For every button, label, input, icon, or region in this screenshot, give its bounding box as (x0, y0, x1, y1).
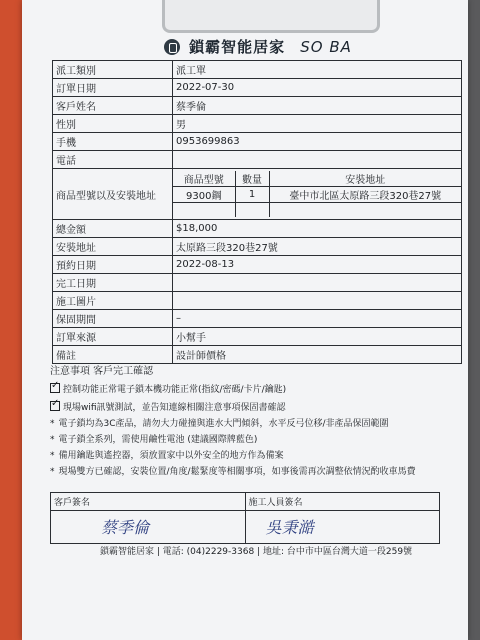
complete-date-value (173, 274, 462, 292)
table-row (53, 310, 462, 328)
field-label: 商品型號以及安裝地址 (53, 169, 173, 220)
mobile-value: 0953699863 (173, 133, 462, 151)
field-label: 訂單來源 (53, 328, 173, 346)
note-item: ✓控制功能正常電子鎖本機功能正常(指紋/密碼/卡片/鑰匙) (50, 383, 462, 396)
table-row (53, 97, 462, 115)
field-label: 總金額 (53, 220, 173, 238)
field-value: 派工單 (173, 61, 462, 79)
product-address-header: 安裝地址 (269, 171, 461, 187)
installer-signature-box (245, 511, 440, 544)
bullet-icon: * (50, 467, 55, 477)
field-label: 派工類別 (53, 61, 173, 79)
field-label: 預約日期 (53, 256, 173, 274)
appointment-date-value: 2022-08-13 (173, 256, 462, 274)
note-item: * 電子鎖全系列，需使用鹼性電池 (建議國際牌藍色) (50, 435, 258, 445)
table-row (53, 115, 462, 133)
table-row (53, 256, 462, 274)
product-address-value: 臺中市北區太原路三段320巷27號 (269, 187, 461, 203)
customer-signature-label: 客戶簽名 (51, 493, 246, 511)
field-label: 性別 (53, 115, 173, 133)
table-row (53, 328, 462, 346)
warranty-value: – (173, 310, 462, 328)
footer: 鎖霸智能居家 | 電話: (04)2229-3368 | 地址: 台中市中區台灣大道一段259號 (99, 547, 413, 557)
table-row (53, 169, 462, 220)
table-row (53, 274, 462, 292)
lock-logo-icon (164, 39, 180, 55)
table-row (53, 61, 462, 79)
installer-signature: 吳秉澔 (265, 518, 314, 537)
footer-address: 地址: 台中市中區台灣大道一段259號 (262, 547, 413, 557)
table-row (53, 292, 462, 310)
signature-table (50, 492, 440, 544)
table-row (53, 346, 462, 364)
gender-value: 男 (173, 115, 462, 133)
field-label: 完工日期 (53, 274, 173, 292)
product-cell (173, 169, 462, 220)
field-label: 電話 (53, 151, 173, 169)
customer-name-value: 蔡季倫 (173, 97, 462, 115)
note-item: ✓現場wifi訊號測試，並告知連線相關注意事項保固書確認 (50, 401, 462, 414)
notes-title: 注意事項 客戶完工確認 (50, 366, 154, 377)
order-source-value: 小幫手 (173, 328, 462, 346)
checkbox-checked-icon (50, 383, 60, 393)
customer-signature: 蔡季倫 (101, 518, 150, 537)
installer-signature-label: 施工人員簽名 (245, 493, 440, 511)
notes-section (50, 362, 462, 483)
clipboard-clip (162, 0, 380, 33)
checkbox-checked-icon (50, 401, 60, 411)
bullet-icon: * (50, 435, 55, 445)
remark-value: 設計師價格 (173, 346, 462, 364)
table-row (53, 79, 462, 97)
company-header (54, 36, 462, 60)
order-date-value: 2022-07-30 (173, 79, 462, 97)
field-label: 客戶姓名 (53, 97, 173, 115)
footer-company: 鎖霸智能居家 (99, 547, 154, 557)
product-qty-value: 1 (235, 187, 269, 203)
field-label: 保固期間 (53, 310, 173, 328)
brand-name: 鎖霸智能居家 (189, 38, 286, 56)
table-row (53, 238, 462, 256)
install-address-value: 太原路三段320巷27號 (173, 238, 462, 256)
product-table (173, 171, 461, 217)
customer-signature-box (51, 511, 246, 544)
bullet-icon: * (50, 419, 55, 429)
product-qty-header: 數量 (235, 171, 269, 187)
field-label: 施工圖片 (53, 292, 173, 310)
field-label: 安裝地址 (53, 238, 173, 256)
brand-name-en: SO BA (300, 37, 352, 56)
table-row (53, 133, 462, 151)
phone-value (173, 151, 462, 169)
bullet-icon: * (50, 451, 55, 461)
field-label: 訂單日期 (53, 79, 173, 97)
note-item: * 現場雙方已確認，安裝位置/角度/鬆緊度等相關事項，如事後需再次調整依情況酌收車馬費 (50, 467, 416, 477)
field-label: 備註 (53, 346, 173, 364)
footer-phone: 電話: (04)2229-3368 (162, 547, 255, 557)
product-model-header: 商品型號 (173, 171, 235, 187)
amount-value: $18,000 (173, 220, 462, 238)
note-item: * 備用鑰匙與遙控器，須放置家中以外安全的地方作為備案 (50, 451, 284, 461)
note-item: * 電子鎖均為3C產品，請勿大力碰撞與進水大門傾斜，水平反弓位移/非產品保固範圍 (50, 419, 389, 429)
photo-value (173, 292, 462, 310)
product-model-value: 9300鋼 (173, 187, 235, 203)
field-label: 手機 (53, 133, 173, 151)
work-order-table (52, 60, 462, 364)
table-row (53, 151, 462, 169)
table-row (53, 220, 462, 238)
